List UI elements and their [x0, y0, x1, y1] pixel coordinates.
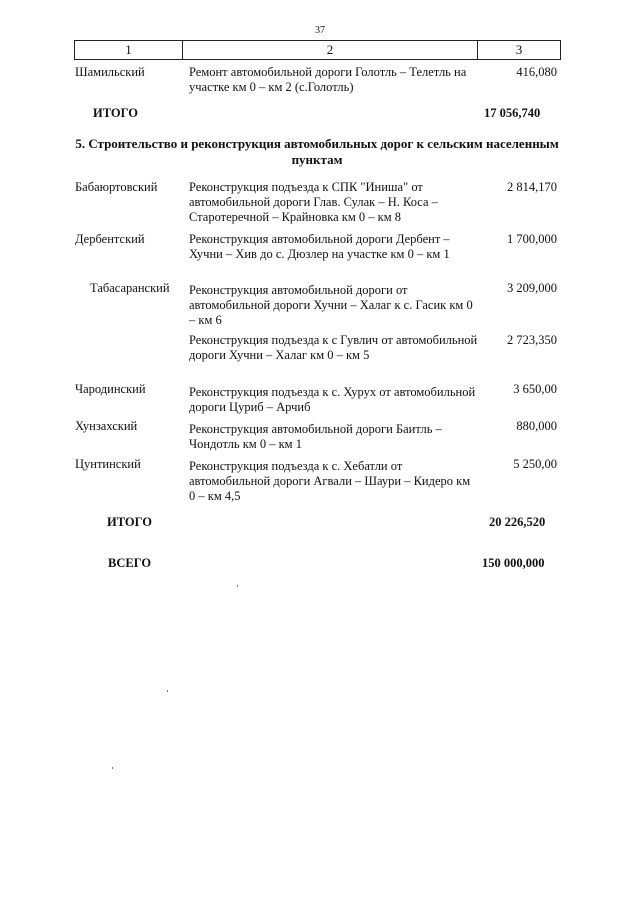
row-district: Бабаюртовский [75, 180, 158, 194]
row-district: Шамильский [75, 65, 145, 79]
row-amount: 3 209,000 [507, 281, 557, 295]
row-description: Реконструкция подъезда к с. Хурух от автомобильной дороги Цуриб – Арчиб [189, 385, 476, 414]
row-amount: 416,080 [516, 65, 557, 79]
row-amount: 3 650,00 [513, 382, 557, 396]
row-district: Чародинский [75, 382, 146, 396]
row-amount: 5 250,00 [513, 457, 557, 471]
total-value: 17 056,740 [484, 106, 541, 120]
total-value: 20 226,520 [489, 515, 546, 529]
row-district: Хунзахский [75, 419, 138, 433]
row-district: Табасаранский [90, 281, 170, 295]
row-amount: 2 723,350 [507, 333, 557, 347]
grand-total-label: ВСЕГО [108, 556, 152, 570]
scan-speck [112, 767, 113, 769]
row-description: Реконструкция автомобильной дороги Дербент – Хучни – Хив до с. Дюзлер на участке км 0 – км 1 [189, 232, 450, 261]
row-description: Реконструкция автомобильной дороги от автомобильной дороги Хучни – Халаг к с. Гасик км 0 – км 6 [189, 283, 473, 327]
section-heading: 5. Строительство и реконструкция автомобильных дорог к сельским населенным пунктам [75, 136, 559, 167]
table-header-row [74, 40, 561, 60]
total-label: ИТОГО [107, 515, 152, 529]
row-description: Ремонт автомобильной дороги Голотль – Телетль на участке км 0 – км 2 (с.Голотль) [189, 65, 467, 94]
scan-speck [167, 690, 168, 692]
scan-speck [237, 585, 238, 587]
row-district: Дербентский [75, 232, 145, 246]
total-label: ИТОГО [93, 106, 138, 120]
row-amount: 2 814,170 [507, 180, 557, 194]
row-description: Реконструкция подъезда к с. Хебатли от автомобильной дороги Агвали – Шаури – Кидеро км 0 – км 4,5 [189, 459, 471, 503]
row-description: Реконструкция подъезда к с Гувлич от автомобильной дороги Хучни – Халаг км 0 – км 5 [189, 333, 478, 362]
row-amount: 880,000 [516, 419, 557, 433]
header-cell-2: 2 [183, 41, 478, 59]
header-cell-1: 1 [75, 41, 183, 59]
grand-total-value: 150 000,000 [482, 556, 545, 570]
row-district: Цунтинский [75, 457, 141, 471]
row-description: Реконструкция подъезда к СПК "Иниша" от автомобильной дороги Глав. Сулак – Н. Коса – Старотеречной – Крайновка км 0 – км 8 [189, 180, 438, 224]
row-description: Реконструкция автомобильной дороги Баитль – Чондотль км 0 – км 1 [189, 422, 442, 451]
header-cell-3: 3 [478, 41, 561, 59]
row-amount: 1 700,000 [507, 232, 557, 246]
page-number: 37 [315, 25, 325, 36]
